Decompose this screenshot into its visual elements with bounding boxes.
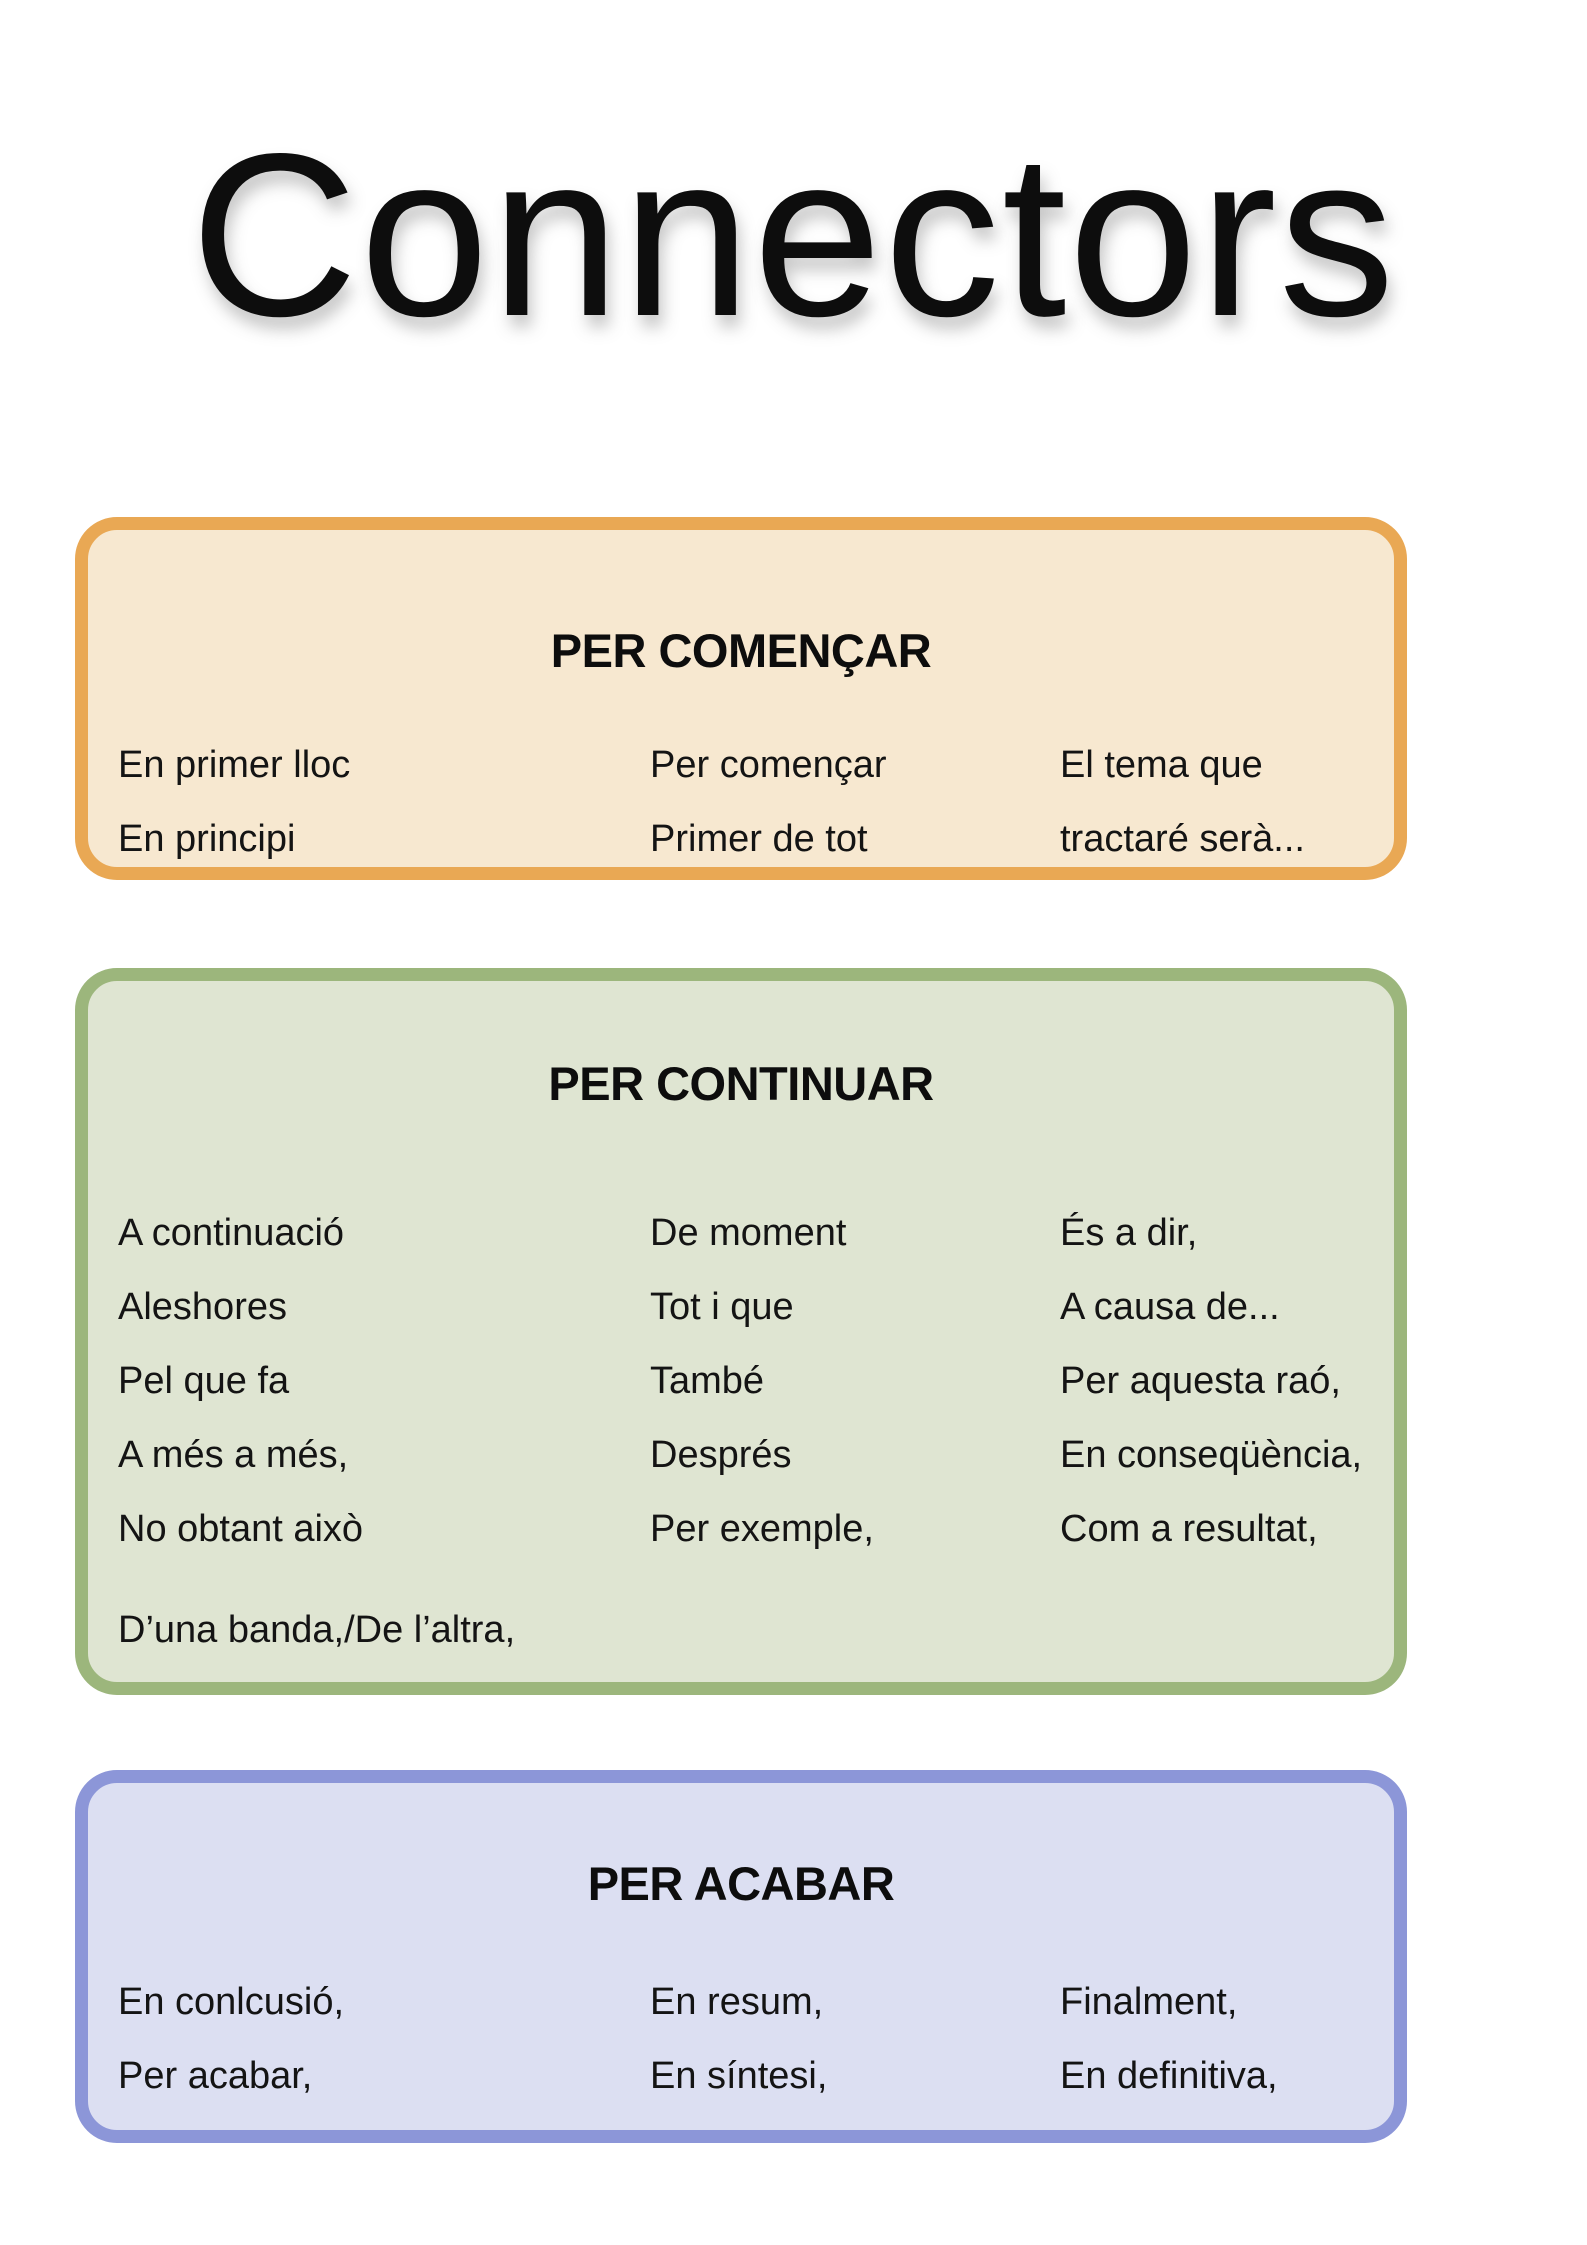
phrase-column-2 — [650, 1196, 874, 1566]
phrase: No obtant això — [118, 1508, 364, 1550]
phrase-column-1 — [118, 1196, 363, 1566]
phrase: És a dir, — [1060, 1212, 1198, 1254]
phrase: Tot i que — [650, 1286, 794, 1328]
phrase-column-3 — [1060, 1965, 1278, 2113]
phrase-columns — [88, 981, 1394, 1682]
section-per-continuar-title: PER CONTINUAR — [548, 1057, 934, 1110]
phrase: tractaré serà... — [1060, 818, 1305, 860]
phrase: Primer de tot — [650, 818, 868, 860]
phrase: El tema que — [1060, 744, 1263, 786]
phrase: En síntesi, — [650, 2055, 828, 2097]
phrase: Per exemple, — [650, 1508, 874, 1550]
phrase: Com a resultat, — [1060, 1508, 1318, 1550]
phrase: A causa de... — [1060, 1286, 1280, 1328]
phrase-column-2 — [650, 1965, 827, 2113]
phrase: En principi — [118, 818, 296, 860]
phrase: Pel que fa — [118, 1360, 290, 1402]
phrase-column-2 — [650, 728, 887, 876]
phrase: En resum, — [650, 1981, 824, 2023]
phrase-footer-line: D’una banda,/De l’altra, — [118, 1609, 516, 1651]
phrase-column-1 — [118, 728, 350, 876]
phrase-columns — [88, 530, 1394, 867]
phrase: En primer lloc — [118, 744, 351, 786]
phrase: A continuació — [118, 1212, 345, 1254]
phrase: Per aquesta raó, — [1060, 1360, 1341, 1402]
poster-title: Connectors — [190, 106, 1397, 365]
phrase-columns — [88, 1783, 1394, 2130]
section-per-comencar-title: PER COMENÇAR — [550, 624, 932, 677]
section-per-acabar-title: PER ACABAR — [587, 1857, 895, 1910]
section-per-acabar — [75, 1770, 1407, 2143]
phrase: Finalment, — [1060, 1981, 1238, 2023]
section-per-continuar — [75, 968, 1407, 1695]
phrase: També — [650, 1360, 765, 1402]
phrase: Després — [650, 1434, 792, 1476]
phrase: Aleshores — [118, 1286, 287, 1328]
section-per-comencar — [75, 517, 1407, 880]
phrase-column-3 — [1060, 728, 1305, 876]
phrase: Per acabar, — [118, 2055, 313, 2097]
phrase-column-1 — [118, 1965, 344, 2113]
phrase: En conseqüència, — [1060, 1434, 1363, 1476]
phrase-column-3 — [1060, 1196, 1362, 1566]
phrase: Per començar — [650, 744, 887, 786]
phrase: A més a més, — [118, 1434, 349, 1476]
phrase: De moment — [650, 1212, 847, 1254]
phrase: En definitiva, — [1060, 2055, 1278, 2097]
phrase: En conlcusió, — [118, 1981, 345, 2023]
